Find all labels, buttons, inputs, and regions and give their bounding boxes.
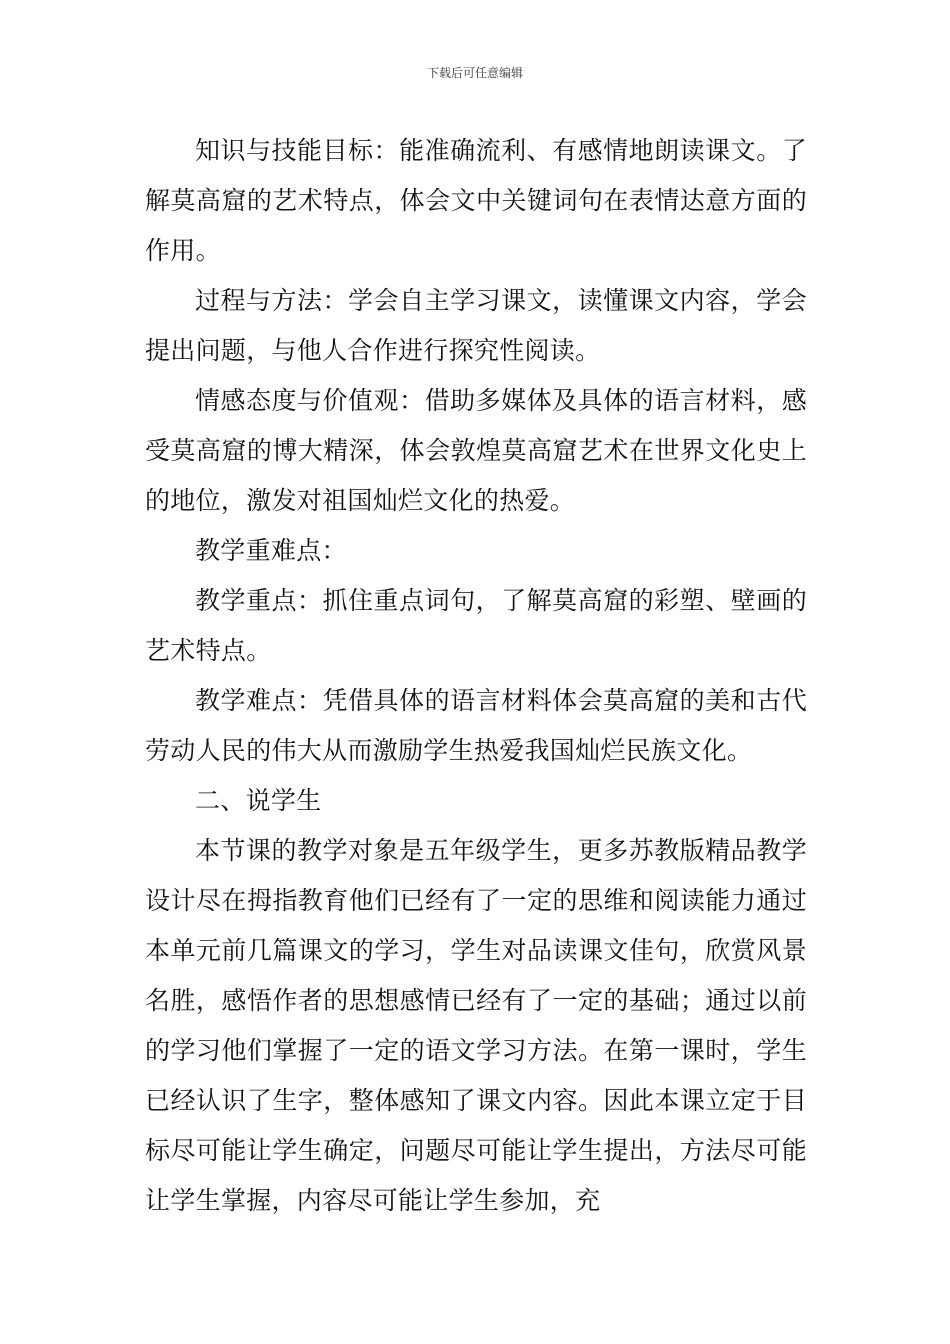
- page-header: 下载后可任意编辑: [426, 66, 523, 80]
- paragraph-knowledge-goal: 知识与技能目标：能准确流利、有感情地朗读课文。了解莫高窟的艺术特点，体会文中关键词句在表情达意方面的作用。: [145, 136, 807, 265]
- paragraph-student-analysis: 本节课的教学对象是五年级学生，更多苏教版精品教学设计尽在拇指教育他们已经有了一定的思维和阅读能力通过本单元前几篇课文的学习，学生对品读课文佳句，欣赏风景名胜，感悟作者的思想感情已经有了一定的基础；通过以前的学习他们掌握了一定的语文学习方法。在第一课时，学生已经认识了生字，整体感知了课文内容。因此本课立定于目标尽可能让学生确定，问题尽可能让学生提出，方法尽可能让学生掌握，内容尽可能让学生参加，充: [145, 836, 807, 1215]
- paragraph-process-method: 过程与方法：学会自主学习课文，读懂课文内容，学会提出问题，与他人合作进行探究性阅读。: [145, 286, 807, 365]
- paragraph-teaching-focus: 教学重点：抓住重点词句，了解莫高窟的彩塑、壁画的艺术特点。: [145, 586, 807, 665]
- paragraph-teaching-difficulty: 教学难点：凭借具体的语言材料体会莫高窟的美和古代劳动人民的伟大从而激励学生热爱我国灿烂民族文化。: [145, 686, 807, 765]
- document-body: [145, 126, 807, 1226]
- section-heading-students: 二、说学生: [195, 786, 322, 815]
- paragraph-emotion-values: 情感态度与价值观：借助多媒体及具体的语言材料，感受莫高窟的博大精深，体会敦煌莫高窟艺术在世界文化史上的地位，激发对祖国灿烂文化的热爱。: [145, 386, 807, 515]
- paragraph-key-difficult-heading: 教学重难点：: [195, 536, 347, 565]
